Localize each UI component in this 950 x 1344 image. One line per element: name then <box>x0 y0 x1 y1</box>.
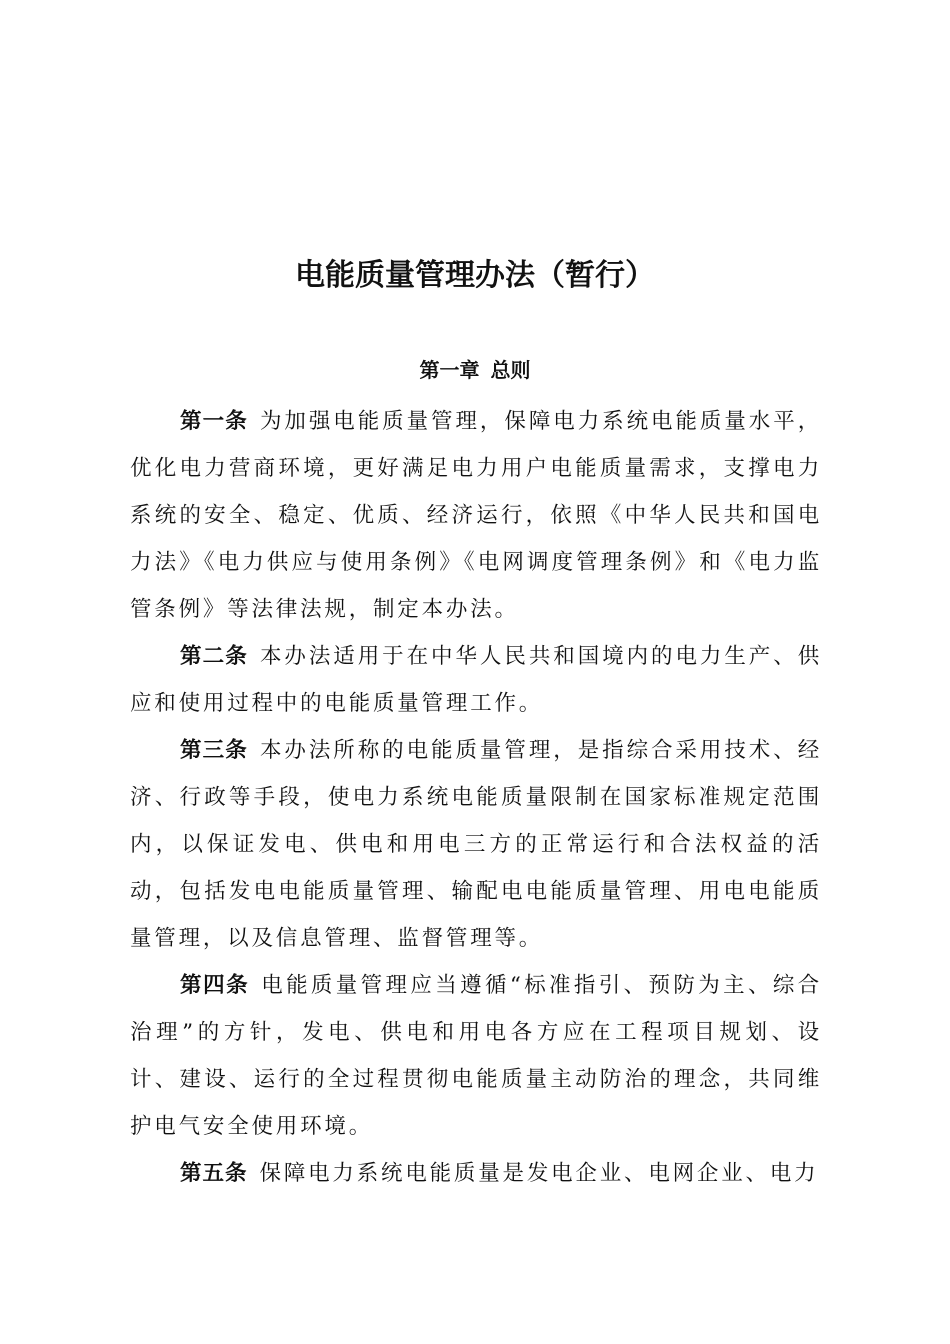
article-label: 第四条 <box>180 973 250 998</box>
article-label: 第一条 <box>180 409 248 434</box>
article-label: 第三条 <box>180 738 248 763</box>
article-3 <box>130 727 822 962</box>
article-label: 第五条 <box>180 1161 248 1186</box>
article-label: 第二条 <box>180 644 248 669</box>
document-body <box>130 398 822 1197</box>
article-5 <box>130 1150 822 1197</box>
article-text: 本办法适用于在中华人民共和国境内的电力生产、供应和使用过程中的电能质量管理工作。 <box>130 644 822 716</box>
article-text: 保障电力系统电能质量是发电企业、电网企业、电力 <box>259 1161 819 1186</box>
document-title: 电能质量管理办法（暂行） <box>295 258 655 293</box>
article-4 <box>130 962 822 1150</box>
article-1 <box>130 398 822 633</box>
article-text: 电能质量管理应当遵循“标准指引、预防为主、综合治理”的方针，发电、供电和用电各方应在工程项目规划、设计、建设、运行的全过程贯彻电能质量主动防治的理念，共同维护电气安全使用环境。 <box>130 973 822 1139</box>
article-text: 为加强电能质量管理，保障电力系统电能质量水平，优化电力营商环境，更好满足电力用户电能质量需求，支撑电力系统的安全、稳定、优质、经济运行，依照《中华人民共和国电力法》《电力供应与使用条例》《电网调度管理条例》和《电力监管条例》等法律法规，制定本办法。 <box>130 409 822 622</box>
article-2 <box>130 633 822 727</box>
chapter-heading: 第一章 总则 <box>419 358 531 382</box>
article-text: 本办法所称的电能质量管理，是指综合采用技术、经济、行政等手段，使电力系统电能质量限制在国家标准规定范围内，以保证发电、供电和用电三方的正常运行和合法权益的活动，包括发电电能质量管理、输配电电能质量管理、用电电能质量管理，以及信息管理、监督管理等。 <box>130 738 822 951</box>
